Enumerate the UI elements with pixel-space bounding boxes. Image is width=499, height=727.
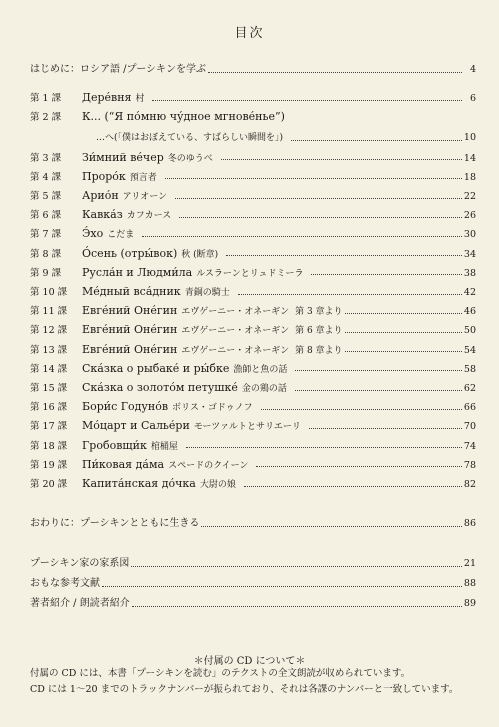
lesson-page: 42 bbox=[463, 287, 476, 298]
dot-leader bbox=[345, 313, 462, 314]
lesson-title-ru: Русла́н и Людми́ла bbox=[82, 265, 193, 279]
lesson-page: 38 bbox=[463, 267, 476, 279]
lesson-number: 第 12 課 bbox=[30, 325, 68, 337]
cd-note-line: 付属の CD には、本書「プーシキンを読む」のテクストの全文朗読が収められています。 bbox=[30, 668, 411, 679]
lesson-number: 第 18 課 bbox=[30, 440, 68, 452]
lesson-number: 第 20 課 bbox=[30, 479, 68, 490]
lesson-title-jp: 冬のゆうべ bbox=[167, 153, 213, 164]
lesson-page: 22 bbox=[463, 191, 476, 202]
toc-lesson-row bbox=[30, 207, 476, 223]
toc-outro-text: おわりに：プーシキンとともに生きる bbox=[30, 518, 200, 529]
lesson-title-jp: アリオーン bbox=[122, 192, 168, 202]
dot-leader bbox=[311, 274, 461, 275]
lesson-page: 62 bbox=[463, 383, 476, 394]
lesson-title-ru: Ска́зка о золото́м петушке́ bbox=[82, 381, 238, 394]
dot-leader bbox=[221, 159, 462, 160]
toc-lesson-row bbox=[30, 361, 476, 377]
toc-lesson-row bbox=[30, 380, 476, 396]
page-title: 目次 bbox=[234, 26, 265, 41]
dot-leader bbox=[238, 294, 462, 295]
lesson-title-ru: Евге́ний Оне́гин bbox=[82, 323, 178, 337]
dot-leader bbox=[131, 566, 462, 567]
lesson-title-ru: К... (“Я по́мню чу́дное мгнове́нье”) bbox=[82, 110, 285, 124]
appendix-page: 89 bbox=[463, 598, 476, 609]
lesson-number: 第 7 課 bbox=[30, 229, 62, 241]
dot-leader bbox=[208, 72, 462, 73]
lesson-page: 10 bbox=[463, 132, 476, 144]
lesson-title-jp: こだま bbox=[107, 230, 135, 241]
dot-leader bbox=[309, 428, 462, 429]
lesson-number: 第 4 課 bbox=[30, 171, 62, 183]
lesson-title-jp: ルスラーンとリュドミーラ bbox=[196, 268, 304, 279]
lesson-title-ru: Евге́ний Оне́гин bbox=[82, 304, 178, 318]
lesson-title-ru: Кавка́з bbox=[82, 208, 123, 222]
dot-leader bbox=[175, 198, 462, 199]
lesson-page: 30 bbox=[463, 229, 476, 241]
lesson-page: 78 bbox=[463, 459, 476, 471]
lesson-page: 54 bbox=[463, 344, 476, 356]
lesson-title-jp: ボリス・ゴドゥノフ bbox=[172, 403, 253, 414]
toc-outro-page: 86 bbox=[463, 518, 476, 529]
lesson-title-jp: カフカース bbox=[126, 211, 172, 222]
lesson-title-jp: 秋 (断章) bbox=[181, 249, 219, 260]
lesson-title-jp: 村 bbox=[135, 94, 145, 104]
appendix-row bbox=[30, 576, 476, 592]
lesson-number: 第 15 課 bbox=[30, 383, 68, 394]
toc-lesson-row bbox=[30, 457, 476, 473]
cd-note-line: CD には 1～20 までのトラックナンバーが振られており、それは各課のナンバーと一致しています。 bbox=[30, 684, 459, 695]
lesson-page: 74 bbox=[463, 440, 476, 452]
dot-leader bbox=[132, 606, 462, 607]
toc-lesson-row bbox=[30, 246, 476, 262]
toc-intro-row bbox=[30, 62, 476, 78]
lesson-number: 第 9 課 bbox=[30, 267, 62, 279]
toc-lesson-row bbox=[30, 284, 476, 300]
toc-outro-row bbox=[30, 516, 476, 532]
lesson-title-jp: 大尉の娘 bbox=[199, 480, 236, 490]
appendix-text: おもな参考文献 bbox=[30, 578, 100, 589]
lesson-page: 34 bbox=[463, 248, 476, 260]
lesson-title-ru: О́сень (отры́вок) bbox=[82, 246, 178, 260]
lesson-page: 50 bbox=[463, 325, 476, 337]
toc-lesson-row bbox=[30, 322, 476, 338]
lesson-number: 第 1 課 bbox=[30, 93, 62, 104]
toc-lesson-row bbox=[30, 342, 476, 358]
dot-leader bbox=[142, 236, 462, 237]
dot-leader bbox=[345, 351, 462, 352]
dot-leader bbox=[186, 447, 462, 448]
lesson-number: 第 10 課 bbox=[30, 287, 68, 298]
toc-lesson-row bbox=[30, 399, 476, 415]
lesson-title-jp: エヴゲーニー・オネーギン bbox=[181, 326, 290, 337]
lesson-title-ru: Дере́вня bbox=[82, 91, 132, 104]
toc-lesson-row bbox=[30, 150, 476, 166]
appendix-text: 著者紹介 / 朗読者紹介 bbox=[30, 598, 130, 609]
lesson-title-jp: エヴゲーニー・オネーギン bbox=[181, 345, 290, 356]
lesson-title-jp: エヴゲーニー・オネーギン bbox=[181, 307, 290, 318]
lesson-page: 66 bbox=[463, 402, 476, 414]
dot-leader bbox=[102, 586, 462, 587]
lesson-title-jp: 青銅の騎士 bbox=[184, 288, 230, 298]
cd-note-title: ＊付属の CD について＊ bbox=[193, 656, 306, 667]
toc-lesson-row bbox=[92, 130, 476, 146]
lesson-title-ru: Ме́дный вса́дник bbox=[82, 285, 181, 298]
lesson-page: 26 bbox=[463, 210, 476, 222]
toc-lesson-row bbox=[30, 418, 476, 434]
dot-leader bbox=[345, 332, 462, 333]
dot-leader bbox=[244, 486, 462, 487]
dot-leader bbox=[165, 178, 462, 179]
lesson-title-jp: 漁師と魚の話 bbox=[233, 364, 288, 375]
lesson-chapter-note: 第 3 章より bbox=[295, 307, 343, 318]
dot-leader bbox=[201, 526, 462, 527]
toc-lesson-row bbox=[30, 109, 476, 125]
lesson-page: 70 bbox=[463, 421, 476, 433]
lesson-title-jp: 預言者 bbox=[129, 172, 157, 183]
lesson-title-ru: Арио́н bbox=[82, 189, 119, 202]
dot-leader bbox=[152, 100, 462, 101]
lesson-title-ru: Пи́ковая да́ма bbox=[82, 457, 165, 471]
appendix-text: プーシキン家の家系図 bbox=[30, 558, 130, 569]
lesson-page: 58 bbox=[463, 363, 476, 375]
lesson-number: 第 3 課 bbox=[30, 152, 62, 164]
lesson-number: 第 19 課 bbox=[30, 459, 68, 471]
lesson-title-ru: Э́хо bbox=[82, 227, 104, 241]
lesson-page: 6 bbox=[469, 93, 476, 104]
toc-intro-page: 4 bbox=[469, 64, 476, 75]
lesson-title-jp: …へ(「僕はおぼえている、すばらしい瞬間を」) bbox=[96, 133, 284, 144]
lesson-title-ru: Проро́к bbox=[82, 169, 126, 183]
dot-leader bbox=[295, 390, 462, 391]
dot-leader bbox=[295, 370, 462, 371]
lesson-page: 82 bbox=[463, 479, 476, 490]
lesson-number: 第 6 課 bbox=[30, 210, 62, 222]
lesson-title-ru: Гробовщи́к bbox=[82, 438, 147, 452]
lesson-page: 14 bbox=[463, 152, 476, 164]
appendix-row bbox=[30, 556, 476, 572]
lesson-title-ru: Бори́с Годуно́в bbox=[82, 400, 169, 414]
toc-lesson-row bbox=[30, 265, 476, 281]
lesson-title-ru: Мо́царт и Салье́ри bbox=[82, 419, 190, 433]
toc-lesson-row bbox=[30, 188, 476, 204]
lesson-title-jp: 棺桶屋 bbox=[150, 441, 178, 452]
toc-lesson-row bbox=[30, 169, 476, 185]
lesson-number: 第 16 課 bbox=[30, 402, 68, 414]
lesson-number: 第 11 課 bbox=[30, 306, 68, 318]
lesson-title-ru: Ска́зка о рыбаке́ и ры́бке bbox=[82, 361, 230, 375]
lesson-title-ru: Капита́нская до́чка bbox=[82, 477, 196, 490]
toc-lesson-row bbox=[30, 90, 476, 106]
lesson-chapter-note: 第 6 章より bbox=[295, 326, 343, 337]
lesson-number: 第 17 課 bbox=[30, 421, 68, 433]
lesson-number: 第 8 課 bbox=[30, 248, 62, 260]
toc-lesson-row bbox=[30, 226, 476, 242]
toc-intro-text: はじめに：ロシア語 /プーシキンを学ぶ bbox=[30, 64, 206, 75]
lesson-number: 第 5 課 bbox=[30, 191, 62, 202]
appendix-page: 21 bbox=[463, 558, 476, 569]
lesson-page: 46 bbox=[463, 306, 476, 318]
dot-leader bbox=[256, 466, 461, 467]
lesson-title-ru: Зи́мний ве́чер bbox=[82, 150, 164, 164]
dot-leader bbox=[226, 255, 462, 256]
lesson-number: 第 13 課 bbox=[30, 344, 68, 356]
lesson-page: 18 bbox=[463, 171, 476, 183]
dot-leader bbox=[261, 409, 462, 410]
toc-lesson-row bbox=[30, 476, 476, 492]
lesson-title-jp: モーツァルトとサリエーリ bbox=[193, 422, 301, 433]
appendix-page: 88 bbox=[463, 578, 476, 589]
lesson-chapter-note: 第 8 章より bbox=[295, 345, 343, 356]
lesson-title-jp: スペードのクイーン bbox=[168, 460, 249, 471]
toc-lesson-row bbox=[30, 438, 476, 454]
lesson-number: 第 2 課 bbox=[30, 112, 62, 124]
dot-leader bbox=[291, 140, 462, 141]
appendix-row bbox=[30, 596, 476, 612]
lesson-number: 第 14 課 bbox=[30, 363, 68, 375]
lesson-title-jp: 金の鶏の話 bbox=[241, 384, 287, 394]
lesson-title-ru: Евге́ний Оне́гин bbox=[82, 342, 178, 356]
dot-leader bbox=[179, 217, 462, 218]
toc-lesson-row bbox=[30, 303, 476, 319]
